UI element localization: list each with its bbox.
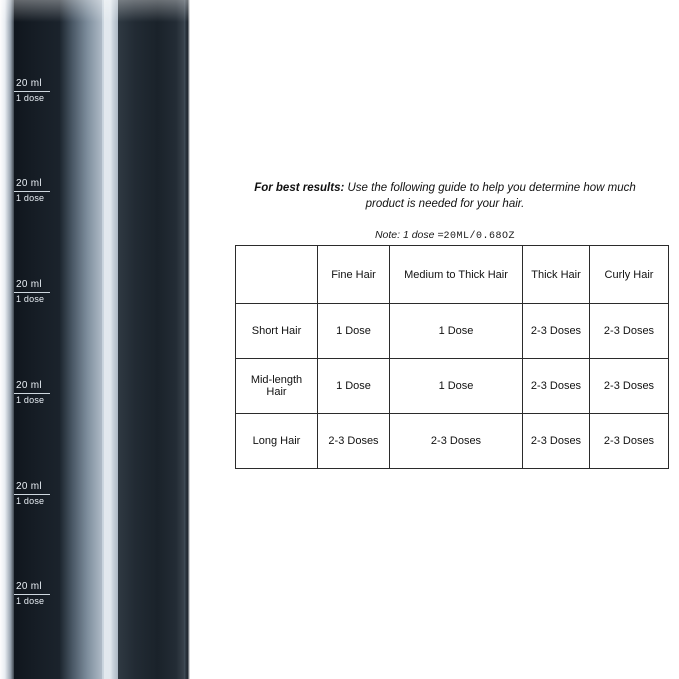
dose-note-label: Note: 1 dose = <box>374 228 444 241</box>
scale-dose-label: 1 dose <box>16 496 45 506</box>
scale-volume-label: 20 ml <box>16 581 42 592</box>
cell-mid-medium: 1 Dose <box>390 359 523 414</box>
scale-volume-label: 20 ml <box>16 380 42 391</box>
bottle-highlight <box>102 0 118 679</box>
product-photo <box>0 0 190 679</box>
scale-rule <box>14 393 50 394</box>
column-header-medium-to-thick-hair: Medium to Thick Hair <box>390 246 523 304</box>
cell-long-curly: 2-3 Doses <box>590 414 669 469</box>
scale-mark <box>14 380 58 406</box>
table-row <box>236 414 669 469</box>
scale-dose-label: 1 dose <box>16 93 45 103</box>
best-results-lead: For best results: <box>254 181 345 194</box>
scale-dose-label: 1 dose <box>16 294 45 304</box>
row-header-long-hair: Long Hair <box>236 414 318 469</box>
scale-volume-label: 20 ml <box>16 78 42 89</box>
table-header-row <box>236 246 669 304</box>
cell-mid-fine: 1 Dose <box>318 359 390 414</box>
dosage-table <box>235 245 669 469</box>
scale-rule <box>14 292 50 293</box>
table-row <box>236 304 669 359</box>
table-row <box>236 359 669 414</box>
cell-mid-curly: 2-3 Doses <box>590 359 669 414</box>
row-header-short-hair: Short Hair <box>236 304 318 359</box>
scale-mark <box>14 581 58 607</box>
scale-mark <box>14 481 58 507</box>
scale-mark <box>14 78 58 104</box>
scale-mark <box>14 279 58 305</box>
cell-mid-thick: 2-3 Doses <box>523 359 590 414</box>
scale-dose-label: 1 dose <box>16 193 45 203</box>
dose-note-value: 20ML/0.68OZ <box>443 230 516 242</box>
row-header-mid-length-hair: Mid-length Hair <box>236 359 318 414</box>
scale-mark <box>14 178 58 204</box>
column-header-thick-hair: Thick Hair <box>523 246 590 304</box>
cell-short-thick: 2-3 Doses <box>523 304 590 359</box>
best-results-text <box>245 180 645 212</box>
dosage-guide-panel <box>190 0 679 679</box>
scale-rule <box>14 191 50 192</box>
best-results-body: Use the following guide to help you determine how much product is needed for your hair. <box>344 181 636 210</box>
cell-short-curly: 2-3 Doses <box>590 304 669 359</box>
scale-rule <box>14 91 50 92</box>
dose-note <box>245 229 645 242</box>
column-header-curly-hair: Curly Hair <box>590 246 669 304</box>
table-corner-cell <box>236 246 318 304</box>
cell-long-thick: 2-3 Doses <box>523 414 590 469</box>
scale-dose-label: 1 dose <box>16 395 45 405</box>
cell-short-medium: 1 Dose <box>390 304 523 359</box>
bottle-body <box>118 0 184 679</box>
scale-volume-label: 20 ml <box>16 279 42 290</box>
bottle-left-edge <box>0 0 14 679</box>
scale-volume-label: 20 ml <box>16 481 42 492</box>
cell-long-medium: 2-3 Doses <box>390 414 523 469</box>
scale-rule <box>14 494 50 495</box>
scale-dose-label: 1 dose <box>16 596 45 606</box>
cell-short-fine: 1 Dose <box>318 304 390 359</box>
cell-long-fine: 2-3 Doses <box>318 414 390 469</box>
bottle-mid-panel <box>60 0 102 679</box>
column-header-fine-hair: Fine Hair <box>318 246 390 304</box>
scale-rule <box>14 594 50 595</box>
scale-volume-label: 20 ml <box>16 178 42 189</box>
